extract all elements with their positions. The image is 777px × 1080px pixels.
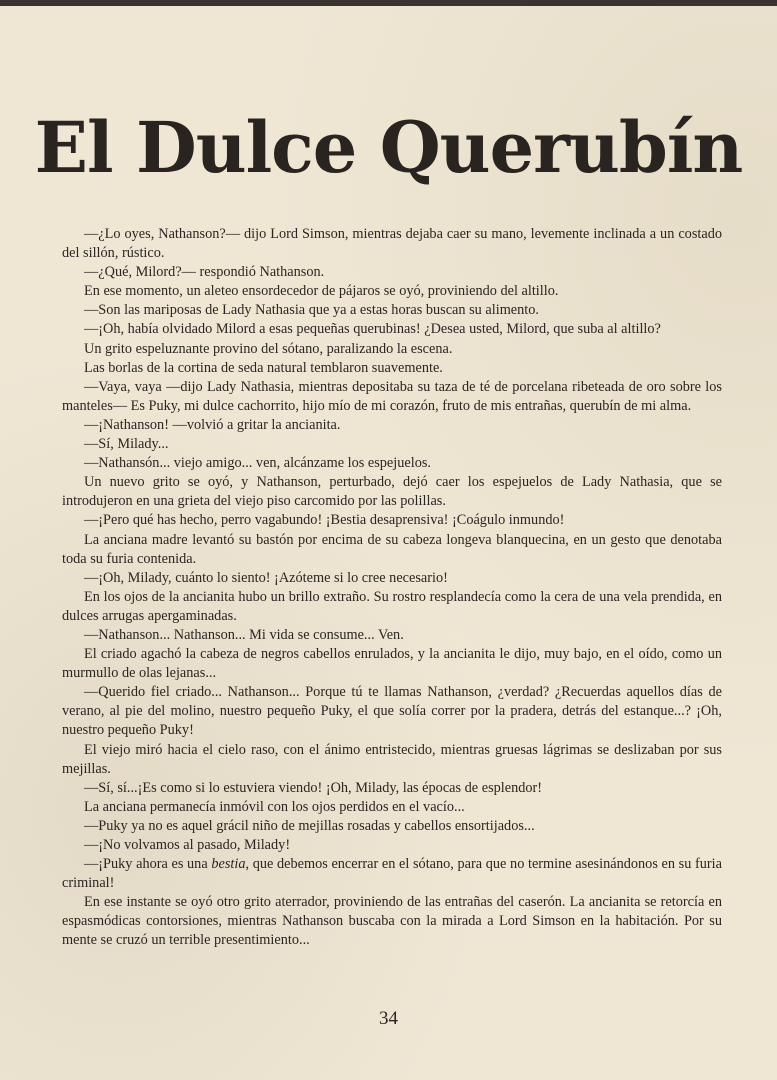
paragraph: —Puky ya no es aquel grácil niño de mejillas rosadas y cabellos ensortijados... xyxy=(84,817,535,834)
emphasis-word: bestia xyxy=(211,856,246,873)
paragraph: Un grito espeluznante provino del sótano, paralizando la escena. xyxy=(84,340,453,357)
paragraph: —¡Nathanson! —volvió a gritar la ancianita. xyxy=(84,416,341,433)
paragraph: —Sí, sí...¡Es como si lo estuviera viendo! ¡Oh, Milady, las épocas de esplendor! xyxy=(84,779,543,796)
paragraph: —¡Oh, había olvidado Milord a esas pequeñas querubinas! ¿Desea usted, Milord, que suba al altillo? xyxy=(84,321,661,338)
story-title: El Dulce Querubín xyxy=(34,105,743,189)
page-top-edge xyxy=(0,0,777,6)
paragraph: La anciana madre levantó su bastón por encima de su cabeza longeva blanquecina, en un gesto que denotaba toda su furia contenida. xyxy=(62,531,722,567)
paragraph: —Querido fiel criado... Nathanson... Porque tú te llamas Nathanson, ¿verdad? ¿Recuerdas aquellos días de verano, al pie del molino, nuestro pequeño Puky, el que solía correr por la pradera, detrás del estanque...? ¡Oh, nuestro pequeño Puky! xyxy=(62,684,722,739)
paragraph: Las borlas de la cortina de seda natural temblaron suavemente. xyxy=(84,359,443,376)
paragraph: —¡Pero qué has hecho, perro vagabundo! ¡Bestia desaprensiva! ¡Coágulo inmundo! xyxy=(84,512,565,529)
paragraph: —Sí, Milady... xyxy=(84,436,169,453)
paragraph: Un nuevo grito se oyó, y Nathanson, perturbado, dejó caer los espejuelos de Lady Nathasia, que se introdujeron en una grieta del viejo piso carcomido por las polillas. xyxy=(62,474,722,510)
paragraph: —¡No volvamos al pasado, Milady! xyxy=(84,837,291,853)
paragraph: —¿Qué, Milord?— respondió Nathanson. xyxy=(84,264,325,281)
paragraph: —Nathansón... viejo amigo... ven, alcánzame los espejuelos. xyxy=(84,455,431,472)
page-number: 34 xyxy=(379,1008,398,1029)
paragraph: —Nathanson... Nathanson... Mi vida se consume... Ven. xyxy=(84,626,404,643)
paragraph: El criado agachó la cabeza de negros cabellos enrulados, y la ancianita le dijo, muy bajo, en el oído, como un murmullo de olas lejanas... xyxy=(62,646,722,682)
paragraph: —¿Lo oyes, Nathanson?— dijo Lord Simson, mientras dejaba caer su mano, levemente inclinada a un costado del sillón, rústico. xyxy=(62,226,722,262)
paragraph: En los ojos de la ancianita hubo un brillo extraño. Su rostro resplandecía como la cera de una vela prendida, en dulces arrugas apergaminadas. xyxy=(62,588,722,624)
story-body xyxy=(62,225,722,951)
paragraph: La anciana permanecía inmóvil con los ojos perdidos en el vacío... xyxy=(84,798,465,815)
paragraph: —¡Puky ahora es una bestia, que debemos encerrar en el sótano, para que no termine asesinándonos en su furia criminal! xyxy=(62,856,722,892)
paragraph: —Vaya, vaya —dijo Lady Nathasia, mientras depositaba su taza de té de porcelana ribeteada de oro sobre los manteles— Es Puky, mi dulce cachorrito, hijo mío de mi corazón, fruto de mis entrañas, querubín de mi alma. xyxy=(62,378,722,414)
paragraph: En ese momento, un aleteo ensordecedor de pájaros se oyó, proviniendo del altillo. xyxy=(84,283,559,300)
paragraph: —¡Oh, Milady, cuánto lo siento! ¡Azóteme si lo cree necesario! xyxy=(84,569,448,586)
paragraph: —Son las mariposas de Lady Nathasia que ya a estas horas buscan su alimento. xyxy=(84,302,540,319)
paragraph: En ese instante se oyó otro grito aterrador, proviniendo de las entrañas del caserón. La ancianita se retorcía en espasmódicas contorsiones, mientras Nathanson buscaba con la mirada a Lord Simson en la habitación. Por su mente se cruzó un terrible presentimiento... xyxy=(62,894,722,949)
paragraph: El viejo miró hacia el cielo raso, con el ánimo entristecido, mientras gruesas lágrimas se deslizaban por sus mejillas. xyxy=(62,741,722,777)
